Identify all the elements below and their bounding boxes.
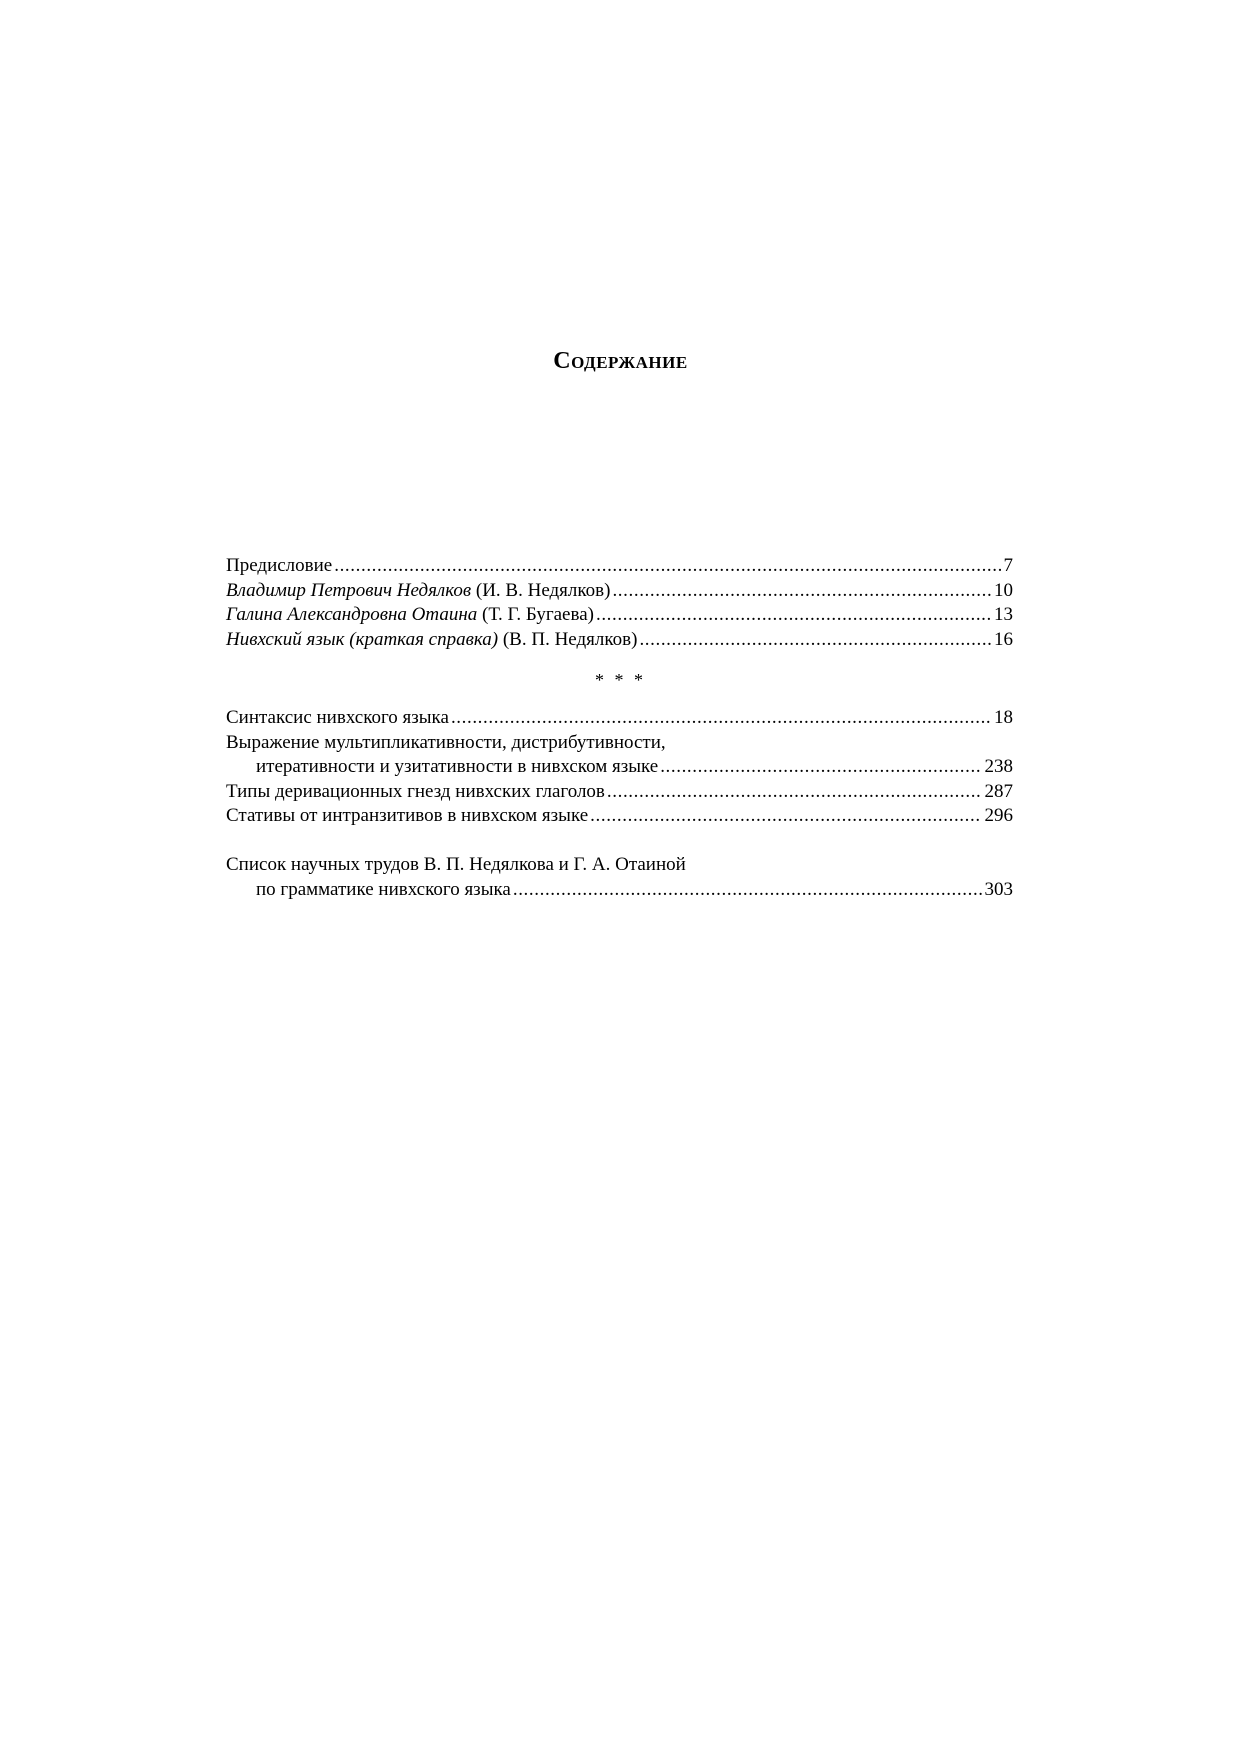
toc-leader-dots: [451, 706, 991, 731]
toc-entry[interactable]: [226, 878, 1013, 903]
toc-leader-dots: [660, 755, 981, 780]
toc-entry-title-line[interactable]: Список научных трудов В. П. Недялкова и Г. А. Отаиной: [226, 854, 686, 875]
page-title: Содержание: [553, 348, 688, 374]
toc-entry-subject: Владимир Петрович Недялков: [226, 579, 472, 601]
toc-entry[interactable]: [226, 628, 1013, 653]
toc-entry-title: Синтаксис нивхского языка: [226, 707, 449, 728]
toc-page-number: 238: [984, 756, 1013, 777]
toc-entry[interactable]: [226, 755, 1013, 780]
toc-page-number: 287: [984, 780, 1013, 802]
toc-entry-title-line[interactable]: Выражение мультипликативности, дистрибутивности,: [226, 731, 666, 753]
toc-entry[interactable]: [226, 603, 1013, 628]
toc-page-number: 16: [994, 628, 1013, 650]
toc-entry-title: Предисловие: [226, 555, 333, 576]
toc-leader-dots: [607, 780, 982, 805]
toc-entry[interactable]: [226, 554, 1013, 579]
toc-page-number: 18: [994, 707, 1013, 728]
toc-entry[interactable]: [226, 579, 1013, 604]
toc-page-number: 303: [984, 878, 1013, 900]
toc-entry-author: (И. В. Недялков): [471, 579, 611, 601]
section-separator: * * *: [595, 670, 646, 690]
toc-entry[interactable]: [226, 706, 1013, 731]
toc-leader-dots: [590, 804, 981, 829]
toc-entry-title: Типы деривационных гнезд нивхских глаголов: [226, 780, 605, 802]
toc-leader-dots: [612, 579, 991, 604]
toc-group-front-matter: [226, 554, 1013, 652]
toc-entry[interactable]: [226, 780, 1013, 805]
toc-entry-subject: Нивхский язык (краткая справка): [226, 628, 499, 650]
toc-page-number: 10: [994, 579, 1013, 601]
toc-entry-subject: Галина Александровна Отаина: [226, 604, 478, 625]
toc-group-bibliography: [226, 853, 1013, 902]
toc-leader-dots: [513, 878, 982, 903]
toc-entry-title-continuation: итеративности и узитативности в нивхском языке: [256, 756, 659, 777]
toc-leader-dots: [334, 554, 1000, 579]
toc-entry-title: Стативы от интранзитивов в нивхском языке: [226, 805, 589, 826]
toc-page-number: 296: [984, 805, 1013, 826]
toc-entry[interactable]: [226, 804, 1013, 829]
toc-page-number: 13: [994, 604, 1013, 625]
toc-leader-dots: [639, 628, 991, 653]
toc-entry-author: (В. П. Недялков): [498, 628, 638, 650]
toc-page-number: 7: [1003, 555, 1013, 576]
toc-entry-title-continuation: по грамматике нивхского языка: [256, 878, 511, 900]
toc-group-articles: [226, 706, 1013, 829]
toc-leader-dots: [596, 603, 991, 628]
toc-entry-author: (Т. Г. Бугаева): [477, 604, 594, 625]
